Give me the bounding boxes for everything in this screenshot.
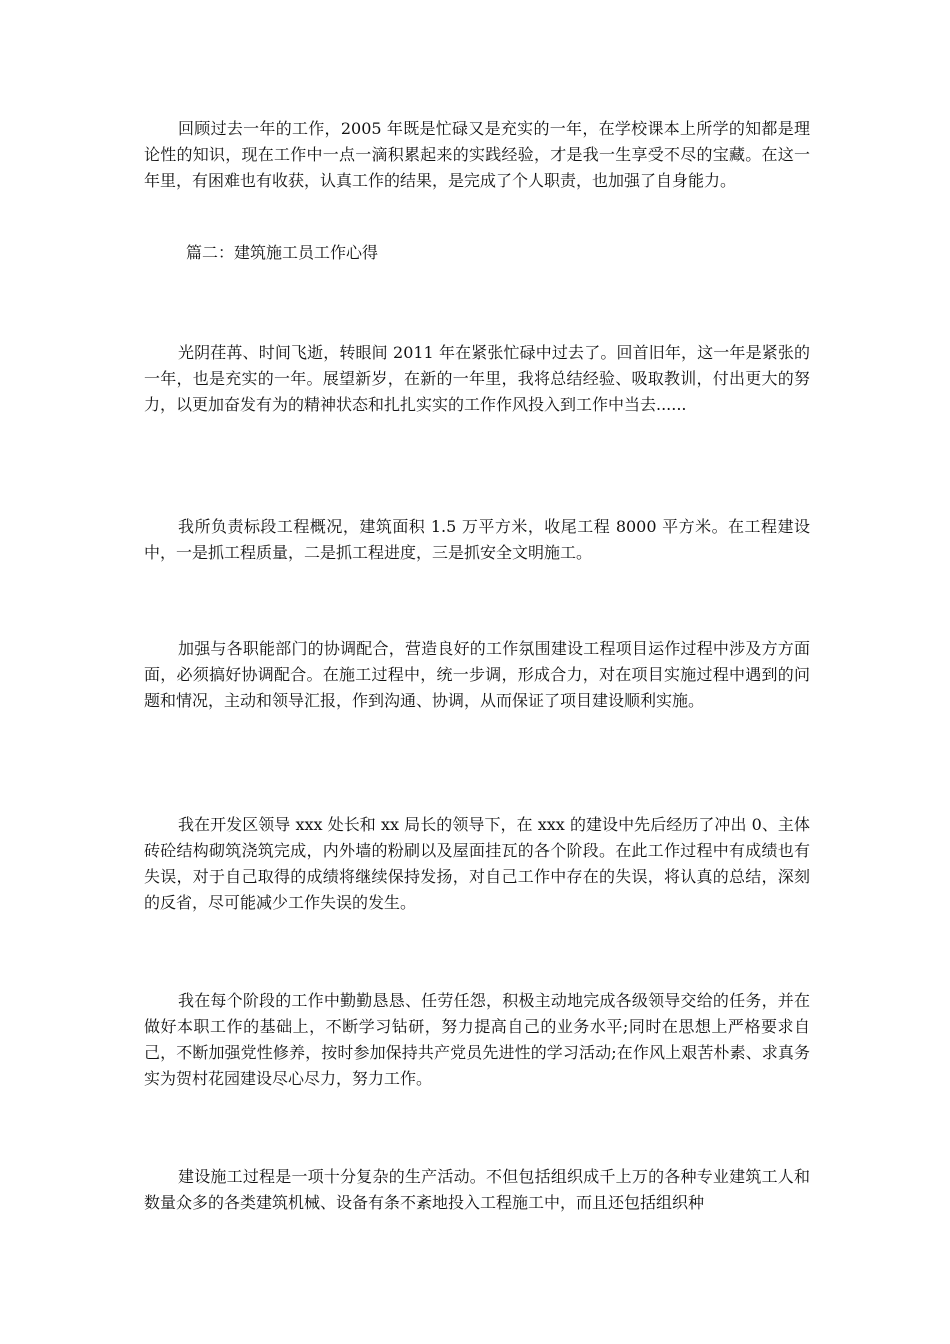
paragraph-diligence: 我在每个阶段的工作中勤勤恳恳、任劳任怨，积极主动地完成各级领导交给的任务，并在做好本职工作的基础上，不断学习钻研，努力提高自己的业务水平;同时在思想上严格要求自己，不断加强党性修养，按时参加保持共产党员先进性的学习活动;在作风上艰苦朴素、求真务实为贺村花园建设尽心尽力，努力工作。	[144, 991, 810, 1088]
paragraph-coordination: 加强与各职能部门的协调配合，营造良好的工作氛围建设工程项目运作过程中涉及方方面面，必须搞好协调配合。在施工过程中，统一步调，形成合力，对在项目实施过程中遇到的问题和情况，主动和领导汇报，作到沟通、协调，从而保证了项目建设顺利实施。	[144, 639, 810, 710]
paragraph-leadership-stages: 我在开发区领导 xxx 处长和 xx 局长的领导下，在 xxx 的建设中先后经历了冲出 0、主体砖砼结构砌筑浇筑完成，内外墙的粉刷以及屋面挂瓦的各个阶段。在此工作过程中有成绩也有失误，对于自己取得的成绩将继续保持发扬，对自己工作中存在的失误，将认真的总结，深刻的反省，尽可能减少工作失误的发生。	[144, 815, 810, 912]
paragraph-construction-process: 建设施工过程是一项十分复杂的生产活动。不但包括组织成千上万的各种专业建筑工人和数量众多的各类建筑机械、设备有条不紊地投入工程施工中，而且还包括组织种	[144, 1167, 810, 1212]
paragraph-time-flies: 光阴荏苒、时间飞逝，转眼间 2011 年在紧张忙碌中过去了。回首旧年，这一年是紧张的一年，也是充实的一年。展望新岁，在新的一年里，我将总结经验、吸取教训，付出更大的努力，以更加奋发有为的精神状态和扎扎实实的工作作风投入到工作中当去......	[144, 343, 810, 414]
paragraph-project-overview: 我所负责标段工程概况，建筑面积 1.5 万平方米，收尾工程 8000 平方米。在工程建设中，一是抓工程质量，二是抓工程进度，三是抓安全文明施工。	[144, 517, 810, 562]
section-heading: 篇二：建筑施工员工作心得	[186, 243, 379, 262]
paragraph-review-2005: 回顾过去一年的工作，2005 年既是忙碌又是充实的一年，在学校课本上所学的知都是理论性的知识，现在工作中一点一滴积累起来的实践经验，才是我一生享受不尽的宝藏。在这一年里，有困难也有收获，认真工作的结果，是完成了个人职责，也加强了自身能力。	[144, 119, 810, 190]
